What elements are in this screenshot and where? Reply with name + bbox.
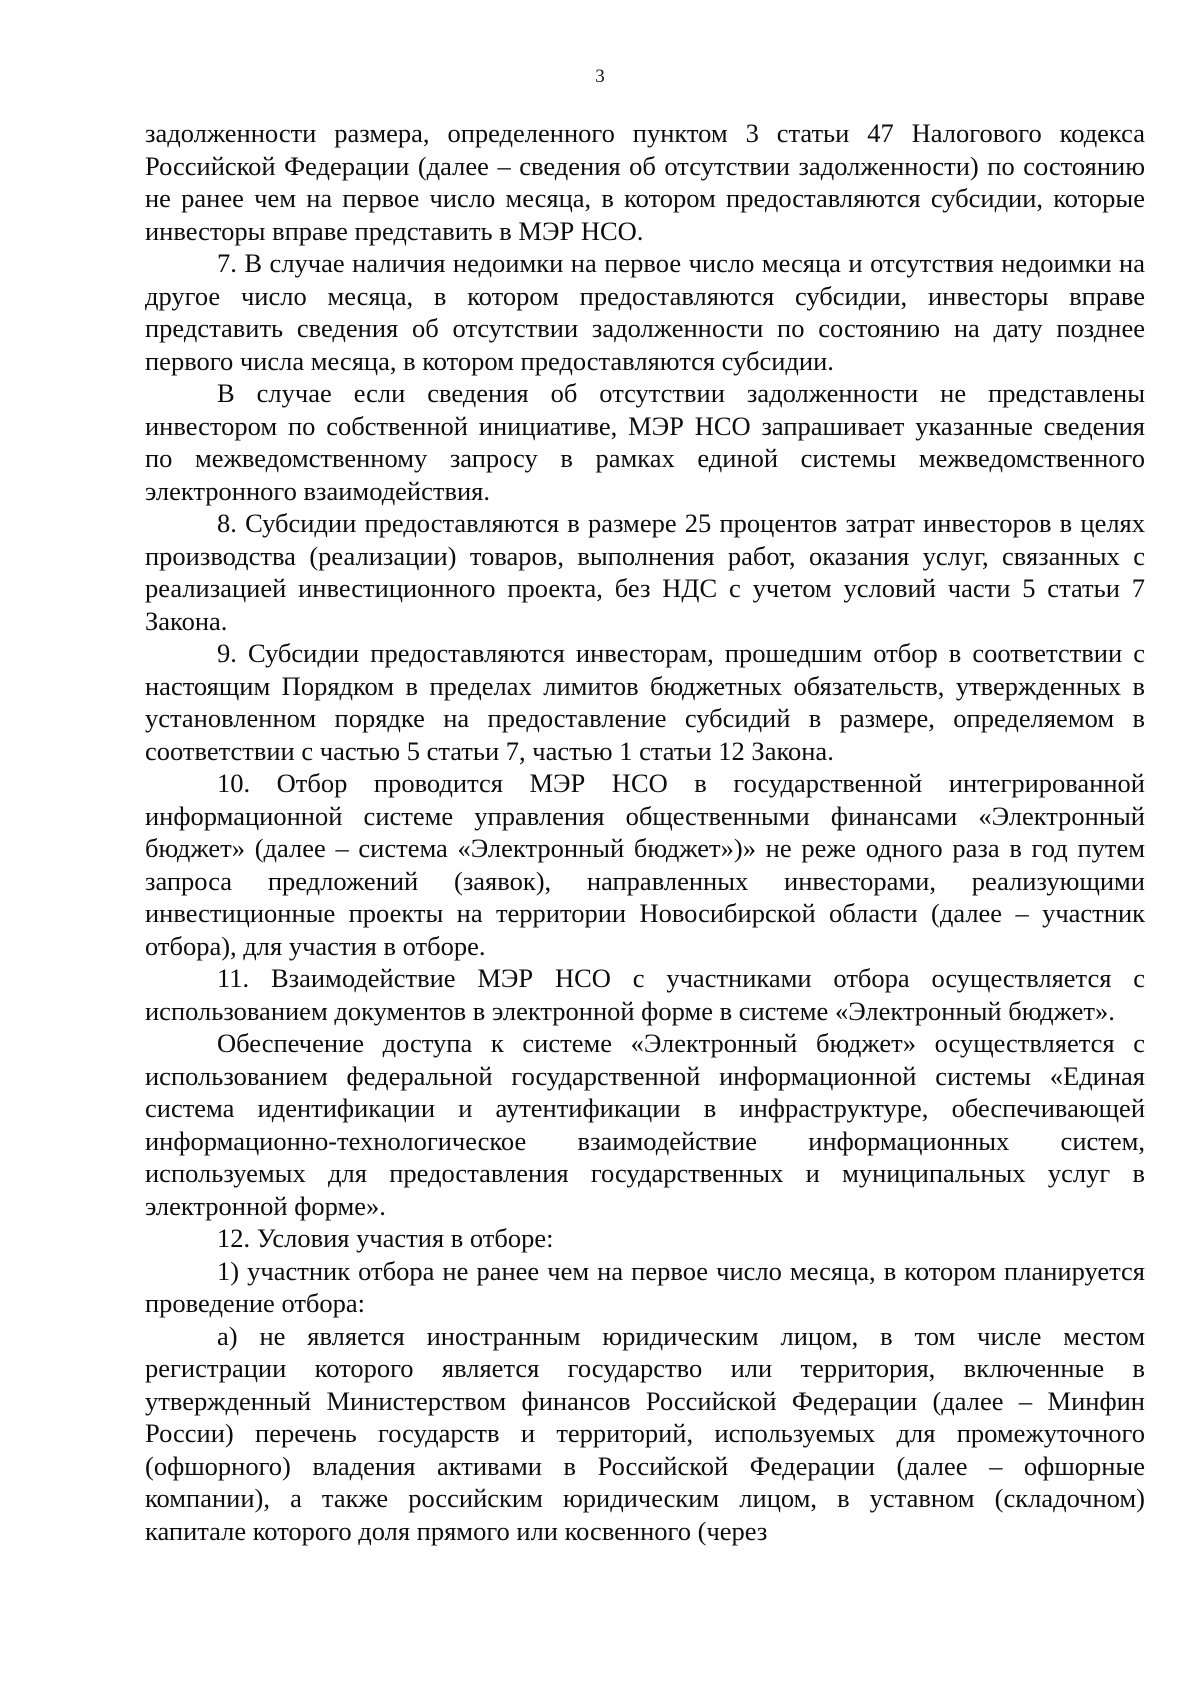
paragraph-item-7: 7. В случае наличия недоимки на первое число месяца и отсутствия недоимки на другое число месяца, в котором предоставляются субсидии, инвесторы вправе представить сведения об отсутствии задолженности по состоянию на дату позднее первого числа месяца, в котором предоставляются субсидии. [145,248,1145,376]
paragraph-subitem-a: а) не является иностранным юридическим лицом, в том числе местом регистрации которого является государство или территория, включенные в утвержденный Министерством финансов Российской Федерации (далее – Минфин России) перечень государств и территорий, используемых для промежуточного (офшорного) владения активами в Российской Федерации (далее – офшорные компании), а также российским юридическим лицом, в уставном (складочном) капитале которого доля прямого или косвенного (через [145,1320,1145,1546]
paragraph-item-7-note: В случае если сведения об отсутствии задолженности не представлены инвестором по собственной инициативе, МЭР НСО запрашивает указанные сведения по межведомственному запросу в рамках единой системы межведомственного электронного взаимодействия. [145,378,1145,506]
paragraph-item-10: 10. Отбор проводится МЭР НСО в государственной интегрированной информационной системе управления общественными финансами «Электронный бюджет» (далее – система «Электронный бюджет»)» не реже одного раза в год путем запроса предложений (заявок), направленных инвесторами, реализующими инвестиционные проекты на территории Новосибирской области (далее – участник отбора), для участия в отборе. [145,768,1145,961]
paragraph-continuation: задолженности размера, определенного пунктом 3 статьи 47 Налогового кодекса Российской Федерации (далее – сведения об отсутствии задолженности) по состоянию не ранее чем на первое число месяца, в котором предоставляются субсидии, которые инвесторы вправе представить в МЭР НСО. [145,118,1145,246]
paragraph-item-12: 12. Условия участия в отборе: [217,1223,554,1253]
paragraph-item-9: 9. Субсидии предоставляются инвесторам, прошедшим отбор в соответствии с настоящим Порядком в пределах лимитов бюджетных обязательств, утвержденных в установленном порядке на предоставление субсидий в размере, определяемом в соответствии с частью 5 статьи 7, частью 1 статьи 12 Закона. [145,638,1145,766]
paragraph-item-11-access: Обеспечение доступа к системе «Электронный бюджет» осуществляется с использованием федеральной государственной информационной системы «Единая система идентификации и аутентификации в инфраструктуре, обеспечивающей информационно-технологическое взаимодействие информационных систем, используемых для предоставления государственных и муниципальных услуг в электронной форме». [145,1028,1145,1221]
document-body [145,117,1145,1547]
page-number: 3 [595,66,605,87]
paragraph-item-8: 8. Субсидии предоставляются в размере 25 процентов затрат инвесторов в целях производства (реализации) товаров, выполнения работ, оказания услуг, связанных с реализацией инвестиционного проекта, без НДС с учетом условий части 5 статьи 7 Закона. [145,508,1145,636]
paragraph-item-11: 11. Взаимодействие МЭР НСО с участниками отбора осуществляется с использованием документов в электронной форме в системе «Электронный бюджет». [145,963,1145,1026]
paragraph-subitem-1: 1) участник отбора не ранее чем на первое число месяца, в котором планируется проведение отбора: [145,1255,1145,1318]
